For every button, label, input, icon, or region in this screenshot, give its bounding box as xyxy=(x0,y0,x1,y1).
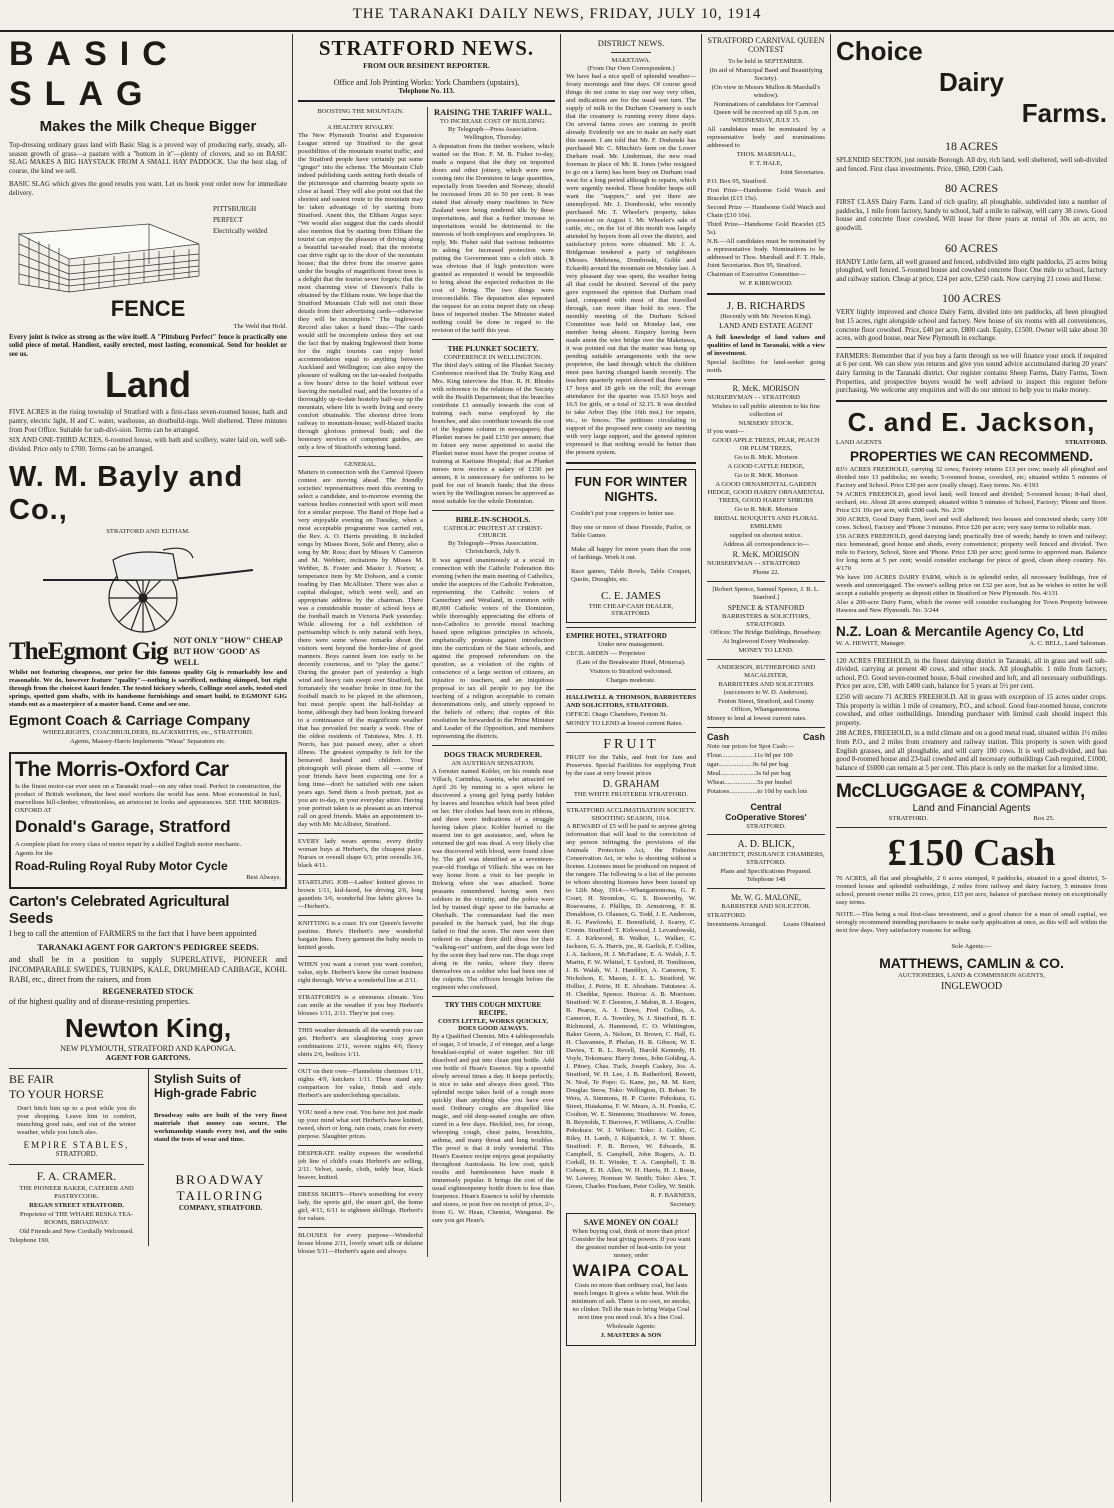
stratford-news-office: Office and Job Printing Works: York Chambers (upstairs), xyxy=(333,78,520,87)
price-row: Wheat....................5s per bushel xyxy=(707,779,792,786)
fence-brand-2: PERFECT xyxy=(213,215,243,224)
general-heading: GENERAL. xyxy=(344,461,377,468)
cash-heading-left: Cash xyxy=(707,732,730,742)
cough-text: By a Qualified Chemist. Mix 4 tablespoonfuls of sugar, 3 of treacle, 2 of vinegar, and a large breakfast-cupful of water together. Stir till dissolved and put into clean pint bottle. Add one bottle of Hean's Essence. Sip a spoonful slowly several times a day. It keeps perfectly, is nice to take and always does good. This splendid recipe takes hold of a cough more quickly than anything else you have ever used. Ordinary coughs are dispelled like magic, and old deep-seated coughs are often cured in a few days. Heckled, too, for croup, whooping cough, chest pains, bronchitis, asthma, and many throat and lung troubles. The proof is that it truly wonderful. This Hean's Essence recipe enjoys great popularity throughout Australasia. Its low cost, quick results and harmlessness have made it immensely popular. It brings the cost of the usual eighteenpenny bottle down to less than fourpence. Hean's Essence is sold by chemists and stores, or post free on receipt of price, 2/-, from G. W. Hean, Chemist, Wanganui. Be sure you get Hean's. xyxy=(432,1033,554,1224)
herbert-ad-11: BLOUSES for every purpose—Wonderful house blouse 2/11, lovely smart silk or delaine blouse 5/11—Herbert's again and always. xyxy=(298,1232,423,1255)
cramer-name: F. A. CRAMER. xyxy=(9,1164,144,1184)
morison-goto-3: Go to R. McK. Morison xyxy=(734,506,798,513)
anderson-heading: ANDERSON, RUTHERFORD AND MACALISTER, xyxy=(716,664,816,679)
carnival-text-4: Nominations of candidates for Carnival Queen will be received up till 5 p.m. on WEDNESDAY, JULY 15. xyxy=(713,101,819,124)
mccluggage-town: STRATFORD. xyxy=(888,815,929,823)
malone-loans: Loans Obtained xyxy=(783,921,825,928)
empire-hotel-heading: EMPIRE HOTEL, STRATFORD xyxy=(566,632,667,640)
coal-text: When buying coal, think of more than price! Consider the heat giving powers. If you want the greatest number of heat-units for your money, order xyxy=(571,1228,691,1259)
carnival-text: To be held in SEPTEMBER. xyxy=(728,58,804,65)
dogs-text: A forester named Kobler, on his rounds near Villach, Carinthia, Austria, who attracted on April 26 by running to a spot where he discovered a young girl lying partly hidden by leaves and branches which had been piled on her. Her clothes had been torn to ribbons, and there were indications of a struggle having taken place. Kobler hurried to the nearest inn to get assistance, and, when he returned the girl was dead. A very likely clue was discovered with blood, were found close by. The girl was identified as a seventeen-year-old Fondiga of Villach. She was on her way home from a visit to her people in Birkwig when she was attacked. Some peasants remembered having seen two soldiers in the vicinity, and the police were led by trained dogs' spoor to the barracks at Oberhalb. The commandant had the men paraded in the barrack yard, but the dogs failed to find the scent. The men were then ordered to change their drill dress for their "walking-out" uniform, and the dogs were led by the scent they had now run. The dogs crept along in the ranks, where they threw themselves on a soldier who had been one of the culprits. The officers brought before the regiment who confessed. xyxy=(432,768,554,991)
masters-name: J. MASTERS & SON xyxy=(600,1332,662,1339)
carnival-prize-3: Third Prize—Handsome Gold Bracelet (£5 5s). xyxy=(707,221,825,236)
morison-stock: NURSERY STOCK. xyxy=(738,420,794,427)
waipa-coal-ad xyxy=(566,1213,696,1346)
fence-tagline: The Weld that Hold. xyxy=(233,322,287,330)
central-heading: Central xyxy=(750,802,782,812)
correspondent: (From Our Own Correspondent.) xyxy=(587,65,675,72)
cash-heading-right: Cash xyxy=(802,732,825,742)
property-listing: We have 100 ACRES DAIRY FARM, which is in splendid order, all necessary buildings, free of weeds and unmortgaged. The owner's selling price on £32 per acre, but as he wishes to retire he will accept a suitable property as deposit either in Stratford or New Plymouth. No. 4/131 xyxy=(836,573,1107,597)
land-text: FIVE ACRES in the rising township of Stratford with a first-class seven-roomed house, bath and pantry, electric light, H and C. water, washouse, an doutbuild-ings. Well sheltered. Three minutes from Post Office. Suitable for sub-divi-sion. Terms can be arranged. xyxy=(9,408,287,434)
fence-illustration xyxy=(9,204,209,294)
blick-name: A. D. BLICK, xyxy=(737,839,795,850)
egmont-coach-sub: WHEELRIGHTS, COACHBUILDERS, BLACKSMITHS, etc., STRATFORD. xyxy=(42,729,254,737)
james-name: C. E. JAMES xyxy=(601,590,661,602)
bible-text: It was agreed unanimously at a social in connection with the Catholic Federation this evening (when the main meeting of Catholics, under the auspices of the Catholic Federation, representing the Catholic voters of Canterbury and Westland, in common with 80,000 Catholic voters of the Dominion, while thoroughly appreciating the efforts of non-Catholics to provide moral teaching based upon religious principles in schools, emphatically protests against introduction into the curriculum of the State schools, and against the proposed referendum on the question, as a violation of the rights of conscience of a large section of citizens, an injustice to teachers, and an iniquitous proposal to tax all people to pay for the teaching of a religion acceptable to certain denominations only, and utterly opposed to the beliefs of others; that copies of this resolution be forwarded to the Prime Minister and Leader of the Opposition, and members representing the districts. xyxy=(432,557,554,740)
herbert-ad-10: DRESS SKIRTS—Here's something for every lady, the sports girl, the smart girl, the home girl, 4/11, 6/11 to eighteen shillings. Herbert's for values. xyxy=(298,1191,423,1222)
bible-heading: BIBLE-IN-SCHOOLS. xyxy=(455,515,531,524)
broadway-heading: BROADWAY xyxy=(175,1171,266,1187)
cartons-agent: TARANAKI AGENT FOR GARTON'S PEDIGREE SEEDS. xyxy=(37,942,259,953)
morison-bridal: BRIDAL BOUQUETS AND FLORAL EMBLEMS xyxy=(714,515,818,530)
acres-heading-100: 100 ACRES xyxy=(941,291,1001,306)
herbert-ad-8: YOU need a new coat. You have not just made up your mind what sort Herbert's have knitted, tweed, short or long, rain coats, coats for every purpose. Slaughter prices. xyxy=(298,1109,423,1140)
best-always: Best Always. xyxy=(246,874,281,882)
dairy-heading: Dairy xyxy=(938,67,1005,97)
price-row: ugar.....................9s 6d per bag xyxy=(707,761,789,768)
anderson-sub: BARRISTERS AND SOLICITORS xyxy=(718,681,814,688)
carnival-note: N.B.—All candidates must be nominated by a representative body. Nominations to be addressed to Thos. Marshall and F. T. Hale, Joint Secretaries. Box 95, Stratford. xyxy=(707,238,825,269)
gig-tagline-2: BUT HOW 'GOOD' AS WELL xyxy=(173,646,260,668)
empire-hotel-sub: Under new management. xyxy=(597,641,665,648)
stylish-heading: Stylish Suits of xyxy=(154,1071,241,1086)
bible-dateline: By Telegraph—Press Association. Christchurch, July 9. xyxy=(447,540,539,555)
carnival-chairman-name: W. P. KIRKWOOD. xyxy=(739,280,793,287)
richards-text: A full knowledge of land values and qualities of land in Taranaki, with a view of investment. xyxy=(707,334,825,357)
carnival-secretary: THOS. MARSHALL, xyxy=(736,151,796,158)
gig-illustration xyxy=(13,540,283,635)
land-text-2: SIX AND ONE-THIRD ACRES, 6-roomed house, with bath and scullery, water laid on, well sub-divided. Price only to £700. Terms can be arranged. xyxy=(9,436,287,453)
acclimatisation-secretary: Secretary. xyxy=(669,1201,696,1208)
herbert-ad-7: OUT on their own—Flannelette chemises 1/11, nights 4/9, knickers 1/11. These stand any comparison for value, finish and style. Herbert's are underclothing specialists. xyxy=(298,1068,423,1099)
spence-town: STRATFORD. xyxy=(746,621,786,628)
acclimatisation-signature: R. F. BARNESS, xyxy=(650,1192,696,1199)
choice-heading: Choice xyxy=(836,36,923,66)
tariff-text: A deputation from the timber workers, which waited on the Hon. F. M. B. Fisher to-day, made a request that the duty on imported doors and other joinery, which were now coming into the Dominion in large quantities, especially from Sweden and Norway, should be increased from 20 to 50 per cent. It was stated that already many machines in New Zealand were being rendered idle by these importations, and that a further increase in importations would be detrimental to the interests of both employers and employees. In reply, Mr. Fisher said that various industries in asking for increased protection were putting the Government into a cleft stick. It was obvious that if high protection were granted as requested it would be impossible to bring about the expected reduction in the cost of living. The two things were irreconcilable. The deputation also repeated the request for an extra import duty on cheap lines of imported timber. The Minister stated nothing could be done in regard to the revision of the tariff this year. xyxy=(432,143,554,334)
plunket-heading: THE PLUNKET SOCIETY. xyxy=(447,344,539,353)
dogs-sub: AN AUSTRIAN SENSATION. xyxy=(451,760,535,767)
stylish-text: Broadway suits are built of the very finest materials that money can secure. The workmanship stands every test, and the suits stand the tests of wear and time. xyxy=(154,1111,287,1143)
mccluggage-box: Box 25. xyxy=(1033,815,1055,823)
herbert-ad-6: THIS weather demands all the warmth you can get. Herbert's are slaughtering cosy gown combinations 2/11, woven nights 4/6, fleecy shirts 2/6, bodices 1/11. xyxy=(298,1027,423,1058)
tariff-heading: RAISING THE TARIFF WALL. xyxy=(433,107,553,117)
herbert-ad-4: WHEN you want a corset you want comfort, value, style. Herbert's know the corset business right through. We've a wonderful line at 2/11. xyxy=(298,961,423,984)
column-1 xyxy=(4,34,292,1502)
broadway-tailoring: TAILORING xyxy=(176,1187,265,1203)
acclimatisation-heading: STRATFORD ACCLIMATISATION SOCIETY. xyxy=(566,807,696,814)
cramer-line: THE PIONEER BAKER, CATERER AND PASTRYCOOK. xyxy=(19,1184,134,1200)
anderson-money: Money to lend at lowest current rates. xyxy=(707,715,807,722)
morison-address: Address all correspondence to— xyxy=(722,541,810,548)
tariff-sub: TO INCREASE COST OF BUILDING. xyxy=(439,118,547,125)
mccluggage-sub: Land and Financial Agents xyxy=(912,803,1031,815)
graham-sub: THE WHITE FRUITERER STRATFORD. xyxy=(573,791,689,798)
fence-text: Every joint is twice as strong as the wire itself. A "Pittsburg Perfect" fence is practically one solid piece of metal. Handiest, easily erected, most lasting, economical. Send for booklet or see us. xyxy=(9,332,287,358)
land-heading: Land xyxy=(105,364,191,406)
fun-winter-text-4: Race games, Table Bowls, Table Croquet, Quoits, Draughts, etc. xyxy=(571,568,691,583)
property-listing: 156 ACRES FREEHOLD, good dairying land; practically free of weeds; handy to town and railway; nice homestead, good house and sheds, every convenience; property well fenced and divided. Two mile to Factory, School, Store and 'Phone. Price £30 per acre; good terms to approved man. Balance for long term at 5 per cent; would consider exchange for piece of good, clean sheep country. No. 4/170 xyxy=(836,532,1107,572)
empire-stables: EMPIRE STABLES, xyxy=(23,1139,130,1150)
morison-items: GOOD APPLE TREES, PEAR, PEACH OR PLUM TREES, xyxy=(712,437,820,452)
carnival-prize: First Prize—Handsome Gold Watch and Bracelet (£15 15s). xyxy=(707,187,825,202)
empire-hotel-prop: CECIL ARDEN — Proprietor xyxy=(566,650,646,657)
gig-text: Whilst not featuring cheapness, our price for this famous quality Gig is remarkably low and reasonable. We do, however feature "quality"—nothing is sacrificed, nothing skimped, but right through from the choicest kauri fender. The tested hickory wheels, Collinge steel axels, tested steel springs, spotted gum shafts, with its handsome furnishings and smart build, to EGMONT GIG stands out as a masterpiece of a master band. Come and see one. xyxy=(9,669,287,709)
dogs-heading: DOGS TRACK MURDERER. xyxy=(444,750,542,759)
spence-inglewood: At Inglewood Every Wednesday. xyxy=(722,638,810,645)
cramer-line-4: Old Friends and New Cordially Welcomed. xyxy=(19,1227,134,1235)
cartons-text-2: and shall be in a position to supply SUPERLATIVE, PIONEER and INCOMPARABLE SWEDES, TURNIPS, KALE, DRUMHEAD CABBAGE, KOHL RABI, etc., direct from the raisers, and from xyxy=(9,955,287,985)
fence-ad xyxy=(9,204,287,294)
jackson-heading: C. and E. Jackson, xyxy=(847,406,1096,437)
morison-ornamental: A GOOD ORNAMENTAL GARDEN HEDGE, GOOD HARDY ORNAMENTAL TREES, GOOD HARDY SHRUBS xyxy=(707,481,825,504)
malone-town: STRATFORD. xyxy=(707,912,747,919)
herbert-ad-9: DESPERATE reality exposes the wonderful job line of child's coats Herbert's are selling, 2/11. Velvet, suede, cloth, teddy bear, black beaver, knitted. xyxy=(298,1150,423,1181)
empire-stables-town: STRATFORD. xyxy=(55,1149,98,1158)
matthews-camlin-sub: AUCTIONEERS, LAND & COMMISSION AGENTS, xyxy=(898,972,1045,980)
basic-slag-heading: BASIC SLAG xyxy=(9,35,180,113)
masthead: THE TARANAKI DAILY NEWS, FRIDAY, JULY 10, 1914 xyxy=(0,0,1114,32)
newton-king-heading: Newton King, xyxy=(64,1012,232,1043)
cartons-text-3: of the highest quality and of disease-resisting properties. xyxy=(9,997,190,1007)
nz-loan-listing: 288 ACRES, FREEHOLD, in a mild climate and on a good metal road, situated within 1½ miles from P.O., and 2 miles from creamery and railway station. This property is sown with good English grasses, and all ploughable, and will carry 100 cows. It is well sub-divided, and has good 8-roomed house and 23-bail cowshed and all necessary outbuildings Cash required, £1000, balance of £6000 can remain at 5 per cent. This place is only on the market for a limited time. xyxy=(836,729,1107,772)
coal-text-2: Costs no more than ordinary coal, but lasts much longer. It gives a white heat. With the minimum of ash. There is no soot, no smoke, no clinker. Tell the man to bring Waipa Coal next time you need coal. It's a fine Coal. xyxy=(571,1282,691,1321)
nz-loan-listing: £250 will secure 71 ACRES FREEHOLD. All in grass with exception of 15 acres under crops. This property is within 1 mile of creamery, P.O., and school. Good four-roomed house, concrete cowshed, and other outbuildings. Intending purchaser with limited cash should inspect this property. xyxy=(836,693,1107,727)
carnival-box: P.O. Box 95, Stratford. xyxy=(707,178,768,185)
waipa-coal-heading: WAIPA COAL xyxy=(572,1261,690,1280)
spence-money: MONEY TO LEND. xyxy=(738,647,794,654)
donalds-garage-heading: Donald's Garage, Stratford xyxy=(15,817,231,837)
stylish-heading-2: High-grade Fabric xyxy=(154,1085,257,1100)
coal-agents: Wholesale Agents: xyxy=(606,1323,656,1330)
nz-loan-heading: N.Z. Loan & Mercantile Agency Co, Ltd xyxy=(836,623,1084,639)
morison-goto-2: Go to R. McK. Morison xyxy=(734,472,798,479)
price-row: Potatoes.................to 10d by each lots xyxy=(707,788,808,795)
fun-winter-text: Couldn't put your coppers to better use. xyxy=(571,510,675,517)
property-listing: Also a 200-acre Dairy Farm, which the owner will consider exchanging for Town Property between Hawera and New Plymouth. No. 3/244 xyxy=(836,598,1107,614)
garage-text: A complete plant for every class of motor repair by a skilled English motor mechanic. xyxy=(15,841,242,849)
fence-title: FENCE xyxy=(110,295,186,321)
acclimatisation-season: SHOOTING SEASON, 1914. xyxy=(591,815,671,822)
carnival-joint: Joint Secretaries. xyxy=(779,169,825,176)
blick-text: ARCHITECT, INSURANCE CHAMBERS, STRATFORD. xyxy=(707,851,825,866)
cramer-telephone: Telephone 190. xyxy=(9,1236,50,1244)
cash-note: Note our prices for Spot Cash:— xyxy=(707,743,794,750)
richards-name: J. B. RICHARDS xyxy=(726,300,806,312)
basic-slag-subheading: Makes the Milk Cheque Bigger xyxy=(39,118,257,135)
empire-hotel-late: (Late of the Breakwater Hotel, Moturoa). xyxy=(576,659,686,666)
graham-name: D. GRAHAM xyxy=(602,779,660,790)
herbert-ad-2: STARTLING JOB—Ladies' knitted gloves in brown 1/11, kid-faced, for driving 2/6, long gauntlets 3/6, wonderful line fabric gloves 1s.—Herbert's. xyxy=(298,879,423,910)
cramer-line-2: REGAN STREET STRATFORD. xyxy=(29,1201,124,1209)
cartons-text: I beg to call the attention of FARMERS to the fact that I have been appointed xyxy=(9,929,257,939)
price-row: Flour....................11s 9d per 100 xyxy=(707,752,793,759)
fun-winter-heading: FUN FOR WINTER NIGHTS. xyxy=(574,474,688,504)
morison-name: R. McK. MORISON xyxy=(732,384,800,393)
fun-winter-text-2: Buy one or more of these Fireside, Parlor, or Table Games xyxy=(571,524,691,539)
mccluggage-heading: McCLUGGAGE & COMPANY, xyxy=(836,781,1085,803)
maketawa-text: We have had a nice spell of splendid weather—frosty mornings and fine days. Of course good things do not come to stay our way very often, and indications are for the usual wet turn. The supply of milk to the Durham Creamery is such that the creamery is running every three days. On several farms cows are coming to profit already. Evidently we are to make an early start this season. I am told that Mr. F. Dodunski has purchased Mr. C. Minchin's farm on the Lower Durham road. Mr. Linderman, the new road foreman in place of Mr. R. Jones (who resigned to go on a farm) has been busy on Durham road west for a long period although to repairs, which were urgently needed. These boulder heaps still want the "nappers," and yet there are unemployed. Mr. J. Dombroski, who recently purchased Mr. T. Wheeler's property, takes possession on August 1. Mr. Wheeler's sale of cattle, etc., on the 1st of this month was largely attended by buyers from all over the district, and satisfactory prices were obtained. Mr. J. A. Bridgeman tendered a party of neighbours (Messrs. Mehrtens, Dombroski, Goble and Eckardt) around the mountain on Monday last. A very pleasant day was spent, the weather being all that could be desired. Several of the party gave expressed the opinion that Durham road land, compared with most of that travelled through, can more than hold its own. The monthly meeting of the Durham School Committee was held on Monday last, one member being absent. Enquiry having been made anent the wire bridge over the Maketawa, it was pointed out that the matter was hung up pending suitable arrangements with the new proprietor, the land through which the children must pass having changed hands recently. The teachers quarterly report showed that there were 17 boys and 18 girls on the roll; the average attendance for the quarter was 15.63 boys and 16.5 for girls, or a total of 32.15. It was decided to take Arbor Day (the 16th inst.) for repairs, etc., to fences. The petitions circulating in support of the proposed new county are meeting with very large support, and the general opinion expressed is that nothing would be better than the present system. xyxy=(566,73,696,456)
herbert-ad-3: KNITTING is a craze. It's our Queen's favorite pastime. Here's Herbert's new wonderful bargain lines. Every garment the buhy needs in knitted goods. xyxy=(298,920,423,951)
acres-heading-80: 80 ACRES xyxy=(944,181,998,196)
newton-king-agent: AGENT FOR GARTONS. xyxy=(105,1052,191,1062)
cash-150-text: 76 ACRES, all flat and ploughable, 2 6 acres stumped, 9 paddocks, situated in a good district, 5-roomed house and splendid outbuildings, 2 miles from railway and dairy factory, 5 minutes from school, present owner milks 21 cows, price, £15 per acre, balance of purchase money on exceptionally easy terms. xyxy=(836,875,1107,907)
halliwell-heading: HALLIWELL & THOMSON, BARRISTERS AND SOLICITORS, STRATFORD. xyxy=(566,694,696,709)
herbert-ad-5: STRATFORD'S is a strenuous climate. You can smile at the weather if you buy Herbert's blouses 1/11, 2/11. They're just cosy. xyxy=(298,994,423,1017)
bayly-heading: W. M. Bayly and Co., xyxy=(9,461,244,527)
cramer-line-3: Proprietor of THE WHARE RESKA TEA-ROOMS, BROADWAY. xyxy=(19,1210,134,1226)
article-text: The New Plymouth Tourist and Expansion League stirred up Stratford to the great possibilities of the mountain tourist traffic, and the Stratford people have certainly put some "ginger" into the scheme. The Mountain Club indeed publishing cards setting forth details of the picturesque and charming beauty spots so close at hand. They will also point out that the shortest and easiest route to the mountain may be taken advantage of by starting from Stratford. Anent this, the Eltham Argus says: "We would also suggest that the cards should also mention that by starting from Eltham the tourist can enjoy the pleasure of driving along a beautiful tar-sealed road; that the motorist can drive right up to the door of the mountain house; that the drive from the reserve gates under the boughs of magnificent forest trees is a delight that the tourist never forgets; that the most charming view of Dawson's Falls is obtained by the Eltham route. We hope that the Stratford Mountain Club will not omit these details from their advertising cards—otherwise they will be incomplete." The Inglewood Record also takes a hand thus:—The cards would still be incomplete unless they set out the fact that by making Inglewood their home for the night tourists can enjoy hotel accommodation equal to anything between Auckland and Wellington; can also enjoy the pleasure of walking on the tar-sealed footpaths a few hours' drive to the hotel without ever leaving the metalled road, and the luxuries of a thoroughly up-to-date hostelry half-way up the mountain, where life is worth living and every comfort obtainable. The shortest drive from railway to mountain-house; well-blazed tracks through glorious primeval bush; and the honorary services of competent guides, are only a few of Stratford's winning band. xyxy=(298,132,423,451)
morison-title-2: NURSERYMAN - - STRATFORD xyxy=(707,560,800,567)
richards-text-2: Special facilities for land-seeker going north. xyxy=(707,359,825,374)
plunket-text: The third day's sitting of the Plunket Society Conference resolved that Dr. Truby King and Mrs. King interview the Hon. R. H. Rhodes with reference to the relations of the Society with the Health Department; that the branches contribute £1 annually towards the cost of training each nurse employed by the branches, and also contribute towards the cost of the hygiene column in newspapers; that Plunket nurses be paid £150 per annum; that in future any nurse appointed to assist the Plunket nurse must have the proper course of training at Karitane Hospital; that as Plunket nurses now receive a salary of £150 per annum, it is unnecessary for uniforms to be paid for out of branch funds; that the dress worn by the Wellington nurses be approved as most suitable for the whole Dominion. xyxy=(432,362,554,505)
newton-king-sub: NEW PLYMOUTH, STRATFORD AND KAPONGA. xyxy=(60,1043,236,1053)
morison-hedge: A GOOD CATTLE HEDGE, xyxy=(727,463,805,470)
fruit-text: FRUIT for the Table, and fruit for Jam and Preserves. Special Facilities for supplying Fruit by the case at very lowest prices xyxy=(566,754,696,777)
gig-title: TheEgmont Gig xyxy=(9,637,168,665)
cartons-heading: Carton's Celebrated Agricultural xyxy=(9,893,230,911)
fun-winter-text-3: Make all happy for more years than the cost of farthings. Work it out. xyxy=(571,546,691,561)
column-stratford-news xyxy=(293,34,560,1502)
acres-heading-18: 18 ACRES xyxy=(944,139,998,153)
morison-name-2: R. McK. MORISON xyxy=(732,550,800,559)
morison-short: supplied on shortest notice. xyxy=(729,532,803,539)
property-listing: 83½ ACRES FREEHOLD, carrying 32 cows; Factory returns £13 per cow; nearly all ploughed and divided into 13 paddocks; no weeds; 5-roomed house, cowshed, etc; situated within 5 minutes of Factory and School. Price £30 per acre (really cheap). Easy terms. No. 4/193 xyxy=(836,465,1107,489)
egmont-coach-agents: Agents, Massey-Harris Implements "Waua" Separators etc. xyxy=(70,738,226,746)
stratford-news-heading: STRATFORD NEWS. xyxy=(318,36,535,60)
cartons-seeds: Seeds xyxy=(9,910,54,928)
property-listing: 300 ACRES, Good Dairy Farm, level and well sheltered; two houses and concreted sheds; carry 100 cows. School, Factory and 'Phone 3 minutes. Price £26 per acre; very easy terms to reliable man. xyxy=(836,515,1107,531)
anderson-successors: (successors to W. D. Anderson). xyxy=(723,689,809,696)
column-4 xyxy=(831,34,1112,1502)
carnival-chairman: Chairman of Executive Committee— xyxy=(707,271,806,278)
blick-text-2: Plans and Specifications Prepared. Telephone 148 xyxy=(720,868,812,883)
jackson-town: STRATFORD. xyxy=(1065,438,1107,446)
article-subheading: A HEALTHY RIVALRY. xyxy=(327,124,394,131)
egmont-coach-heading: Egmont Coach & Carriage Company xyxy=(9,712,251,729)
broadway-company: COMPANY, STRATFORD. xyxy=(178,1203,263,1212)
district-news-heading: DISTRICT NEWS. xyxy=(597,38,665,48)
bayly-sub: STRATFORD AND ELTHAM. xyxy=(106,528,190,536)
farmers-notice: FARMERS: Remember that if you buy a farm through us we will finance your stock if required at 6 per cent. We can show you returns and give you sound advice accumulated during 20 years' dairy farming in the Taranaki district. Our register contains Sheep Farms, Dairy Farms, Town Properties, and prospective buyers would be well advised to inspect this register before purchasing. We welcome any enquiries and will do our utmost to help you to make money. xyxy=(836,351,1107,395)
coop-town: STRATFORD. xyxy=(746,823,786,830)
horse-heading-2: TO YOUR HORSE xyxy=(9,1086,104,1101)
morris-oxford-text: Is the finest motor-car ever seen on a Taranaki road—on any other road. Perfect in construction, the product of British workmen, the best steel workers the world has seen. Most economical in fuel, marvellous hill-climber, vibrationless, an aristocrat in looks and appearances. SEE THE MORRIS-OXFORD AT xyxy=(15,783,281,815)
morison-title: NURSERYMAN - - STRATFORD xyxy=(707,394,800,401)
properties-heading: PROPERTIES WE CAN RECOMMEND. xyxy=(849,448,1093,464)
fence-brand: PITTSBURGH xyxy=(213,204,257,213)
matthews-camlin-town: INGLEWOOD xyxy=(940,981,1003,993)
nz-loan-listing: 120 ACRES FREEHOLD, in the finest dairying district in Taranaki, all in grass and well sub-divided, carrying at present 40 cows, and other stock. All ploughable. 1 mile from factory, school, P.O. Good seven-roomed house, 8-bail cowshed and loft, and all necessary outbuildings. Price per acre, £30, with £400 cash, balance for 5 years at 5½ per cent. xyxy=(836,656,1107,691)
richards-land: LAND AND ESTATE AGENT xyxy=(719,321,813,330)
cash-150-heading: £150 Cash xyxy=(887,832,1056,875)
cough-heading: TRY THIS COUGH MIXTURE RECIPE. xyxy=(444,1001,542,1017)
carnival-prize-2: Second Prize — Handsome Gold Watch and Chain (£10 10s). xyxy=(707,204,825,219)
empire-hotel-charges: Charges moderate. xyxy=(606,677,656,684)
basic-slag-text-2: BASIC SLAG which gives the good results you want. Let us book your order now for immediate delivery. xyxy=(9,180,287,197)
spence-heading: SPENCE & STANFORD xyxy=(727,603,805,612)
acres-text-100: VERY highly improved and choice Dairy Farm, divided into ten paddocks, all been ploughed but 15 acres, right alongside school and factory. New house of six rooms with all conveniences, concrete floor cowshed. Price, £40 per acre, £800 cash. Equity, £1500. Owner will take about 30 acres, with good house, near New Plymouth in exchange. xyxy=(836,308,1107,343)
cough-sub: COSTS LITTLE, WORKS QUICKLY, DOES GOOD ALWAYS. xyxy=(438,1018,548,1032)
empire-hotel-visitors: Visitors to Stratford welcomed. xyxy=(589,668,673,675)
fun-winter-ad xyxy=(566,469,696,623)
malone-text: BARRISTER AND SOLICITOR. xyxy=(721,903,811,910)
morris-oxford-ad xyxy=(9,752,287,889)
stratford-news-sub: FROM OUR RESIDENT REPORTER. xyxy=(363,61,490,70)
horse-heading: BE FAIR xyxy=(9,1071,54,1086)
bible-sub: CATHOLIC PROTEST AT CHRIST-CHURCH. xyxy=(443,525,543,539)
halliwell-office: OFFICE: Otago Chambers, Fenton St. xyxy=(566,711,668,718)
property-listing: 74 ACRES FREEHOLD, good level land; well fenced and divided; 5-roomed house; 8-bail shed, orchard, etc. About 28 acres stumped; situated within 5 minutes of School, Factory; 'Phone and Store. Price £31 10s per acre, with £500 cash. No. 2/36 xyxy=(836,490,1107,514)
nz-loan-manager: W. A. HEWITT, Manager. xyxy=(836,639,906,647)
herbert-ad: EVERY lady wears aprons; every thrifty woman buys at Herbert's, the cheapest place. Nurses or overall shape 6/3, print overalls 3/6, black 4/11. xyxy=(298,838,423,869)
spence-names: [Robert Spence, Samuel Spence, J. B. L. Stanford.] xyxy=(712,586,820,601)
stratford-news-telephone: Telephone No. 113. xyxy=(398,87,455,95)
malone-investments: Investments Arranged. xyxy=(707,921,767,928)
horse-text: Don't hitch him up to a post while you do your shopping. Leave him in comfort, munching good oats, and out of the winter weather, while you lunch also. xyxy=(17,1104,136,1136)
farms-heading: Farms. xyxy=(1021,98,1107,128)
morris-oxford-heading: The Morris-Oxford Car xyxy=(15,758,229,782)
acres-text-60: HANDY Little farm, all well grassed and fenced, subdivided into eight paddocks, 25 acres being ploughed, well fenced. 5-roomed house and cowshed concrete floor. One mile to school, factory and railway station. Cheap at price, £24 per acre, £250 cash. Now carrying 21 cows and Horse. xyxy=(836,257,1107,283)
garage-agents: Agents for the xyxy=(15,850,53,858)
cartons-regen: REGENERATED STOCK xyxy=(102,987,194,997)
james-sub: THE CHEAP CASH DEALER, STRATFORD. xyxy=(588,603,674,617)
matthews-camlin-heading: MATTHEWS, CAMLIN & CO. xyxy=(879,955,1064,972)
acres-text-18: SPLENDID SECTION, just outside Borough. All dry, rich land, well sheltered, well sub-divided and fenced. First class investments. Price, £860, £200 Cash. xyxy=(836,156,1107,173)
carnival-text-2: (In aid of Municipal Band and Beautifying Society). xyxy=(709,67,823,82)
morison-text: Wishes to call public attention to his fine collection of xyxy=(712,403,820,418)
column-carnival xyxy=(702,34,830,1502)
carnival-text-3: (On view in Messrs Mullon & Marshall's window). xyxy=(711,84,821,99)
gig-tagline: NOT ONLY "HOW" CHEAP xyxy=(173,635,283,646)
acres-heading-60: 60 ACRES xyxy=(944,240,998,255)
column-district-news xyxy=(561,34,701,1502)
carnival-secretary-2: F. T. HALE, xyxy=(749,160,783,167)
cash-150-note: NOTE.—This being a real first-class investment, and a good chance for a man of small capital, we strongly recommend intending purchasers to make early application at once, as this will sell within the next few days. Very satisfactory reasons for selling. xyxy=(836,911,1107,935)
anderson-address: Fenton Street, Stratford, and County Offices, Whangamomona. xyxy=(718,698,814,713)
article-heading: BOOSTING THE MOUNTAIN. xyxy=(317,108,404,115)
richards-sub: (Recently with Mr. Newton King). xyxy=(720,313,812,320)
basic-slag-text: Top-dressing ordinary grass land with Basic Slag is a proved way of producing early, steady, all-season growth of grass—a pasture with a "bottom in it"—plenty of clovers, and so on BASIC SLAG MAKES A BIG HAYSTACK FROM A SMALL HAY PADDOCK. Use the best slag, of course, the kind we sell. xyxy=(9,141,287,175)
carnival-heading: STRATFORD CARNIVAL QUEEN CONTEST xyxy=(707,36,825,54)
spence-office: Offices: The Bridge Buildings, Broadway. xyxy=(710,629,822,636)
spence-sub: BARRISTERS & SOLICITORS, xyxy=(722,613,810,620)
price-row: Meal.....................3s 6d per bag xyxy=(707,770,791,777)
fence-brand-3: Electrically welded xyxy=(213,226,268,235)
plunket-sub: CONFERENCE IN WELLINGTON. xyxy=(443,354,543,361)
acres-text-80: FIRST CLASS Dairy Farm. Land of rich quality, all ploughable, subdivided into a number of paddocks, 1 mile from factory, handy to school, half a mile to railway, will carry 38 cows. Good house and concrete floor cowshed, Will lease for three years at rental of 30s an acre, no goodwill. xyxy=(836,198,1107,232)
maketawa-heading: MAKETAWA. xyxy=(611,57,651,64)
tariff-dateline: By Telegraph—Press Association. Wellington, Thursday. xyxy=(447,126,539,141)
malone-name: Mr. W. G. MALONE, xyxy=(730,893,801,902)
sole-agents: Sole Agents:— xyxy=(951,943,992,951)
jackson-land-agents: LAND AGENTS xyxy=(836,438,882,446)
morison-phone: Phone 22. xyxy=(752,569,780,576)
general-text: Matters in connection with the Carnival Queen contest are moving ahead. The friendly societies' representatives meet this evening to select a candidate, and to-morrow evening the various bodies connected with sport will meet for a similar purpose. The Band of Hope had a very enjoyable evening on Tuesday, when a most acceptable programme was carried out, the Rev. A. O. Harris presiding. It included songs by Misses Boon, Sole and Henry, also a song by Mr. Ross; duet by Misses V. Cameron and M. Webber; recitations by Misses M. Webber, B. Foster and Master J. Norton; a temperance item by Mr Dobson, and a comic reading by Dan McAllister. There was also a capital dialogue, which went well, and an appropriate address by the chairman. There was a considerable muster of school boys at the football match in Victoria Park yesterday. While allowing for a full exhibition of partisanship which is only natural with boys, there were some whose remarks about the visitors went beyond the border-line of good manners. Boys cannot learn too early to be decently courteous, and to "play the game." During the greater part of yesterday a high wind and heavy rain swept over Stratford, but fortunately the weather broke in time for the football match to be played in the afternoon, but most people spent the half-holiday at home, although they had been looking forward to a continuance of the magnificent weather that has prevailed for nearly a week. One of the oldest residents of Tututawa, Mrs. J. H. Norris, has just passed away, after a short illness. The greatest sympathy is felt for the bereaved husband and children. Your photograph will please them all —some of your friends have been expecting one for a long time—don't be satisfied with one taken years ago. Send them a fresh portrait, just as you are to-day, in your everyday attire. Having your portrait taken is as pleasant as an interval call on good friends. Make an appointment to-day with Mr. McAllister, Stratford. xyxy=(298,469,423,828)
morison-want: If you want— xyxy=(707,428,744,435)
nz-loan-salesman: A. C. BELL, Land Salesman. xyxy=(1029,639,1107,647)
acclimatisation-text: A REWARD of £5 will be paid to anyone giving information that will lead to the conviction of any person infringing the provisions of the Animals Protection Act, the Fisheries Conservation Act, or who is shooting without a license. Licenses must be produced on request of the rangers. The following is a list of the persons to whom shooting licenses have been issued up to 12th May, 1914:—Whangamomona, G. F. Court, H. Stromlon, G. S. Bosworthy, W. Rosewarne, J. Phillips, D. Armstrong, F. R. Donaldson, O. Olausen, G. Todd, J. E. Anderson, R. G. Pawlowki, E. Bonnifield, J. Scarry, C. Cronin. Stratford: T. Kirkwood, J. Levandowski, E. J. Kirkwood, R. Walker, L. Walker, C. Jackson, G. A. Harris, jnr., R. Garlick, F. Collins, J. A. Jackson, H. J. McFarlane, E. A. Walsh, J. T. Martin, F. W. Whittel, T. Lysford, H. Tomlinson, J. B. Walsh, W. J. Hamblyn, A. Cameron, T. Nicholson, E. Mason, J. E. L. Stratford, W. Hollier, J. Petrie, H. E. Abraham. Tututawa: A. H. Cheddar, Spence. Huiroa: A. B. Morrison. Stratford: W. F. Cleeston, J. Mabin, R. J. Rogers, B. Pearce, A. J. Dowe, Fred Collins, A. Cameron, E. A. Townley, N. J. Stratford, B. E. Richmond, A. Hammond, C. O. Whittington, Baker Green, A. Nelson, D. Brown, C. Hall, G. H. Chavannes, P. Phelan, H. R. Gibson, W. E. Davies, T. R. L. Revell, Harold Kennedy, H. Voyle, Tokomaru: Harry Jones, John Golding, A. J. Pitney, Chas. Tuck, Joseph Caskey, Jos. A. Stratford, W. H. Lee, J. B. Rutherford, Rowett, N. Neal, Te Popo: G. Kane, jnr., M. M. Kerr, Douglas Snow, Toko: Wellington, D. Bohan: Te Wera, A. Simmons, H. P. Currie: Pohokura, G. Street, Huiakama, F. W. Mears, A. H. Franks, C. Coulton, W. E. Simmons; Strathmore: W. Jones, B. Reynolds, T. Burrows, F. Williams, A. Crullie: Pohokura: W. J. Wilson: Toko: J. Golder, C. Riley, H. Lamb, J. Kilpatrick, J. W. T. Shore. Stratford: F. B. Brown, W. Edwards, R. Campbell, S. Campbell, John Rogers, A. D. Corkill, H. E. Winder, T. A. Campbell, T. B. Cobson, E. H. Allen, W. H. Harris, H. J. Rosie, W. Lowrey, Norman W. Smith; Toko: Alex. T. Green, Charles Fincham, Peter Colley, W. Smith. xyxy=(566,823,696,1190)
save-money-heading: SAVE MONEY ON COAL! xyxy=(583,1218,679,1227)
halliwell-money: MONEY TO LEND at lowest current Rates. xyxy=(566,720,683,727)
morison-goto: Go to R. McK. Morison xyxy=(734,454,798,461)
carnival-text-5: All candidates must be nominated by a representative body and nominations addressed to xyxy=(707,126,825,149)
fruit-heading: FRUIT xyxy=(603,737,659,752)
royal-ruby-heading: Road-Ruling Royal Ruby Motor Cycle xyxy=(15,859,228,874)
coop-heading: CoOperative Stores' xyxy=(725,812,807,822)
